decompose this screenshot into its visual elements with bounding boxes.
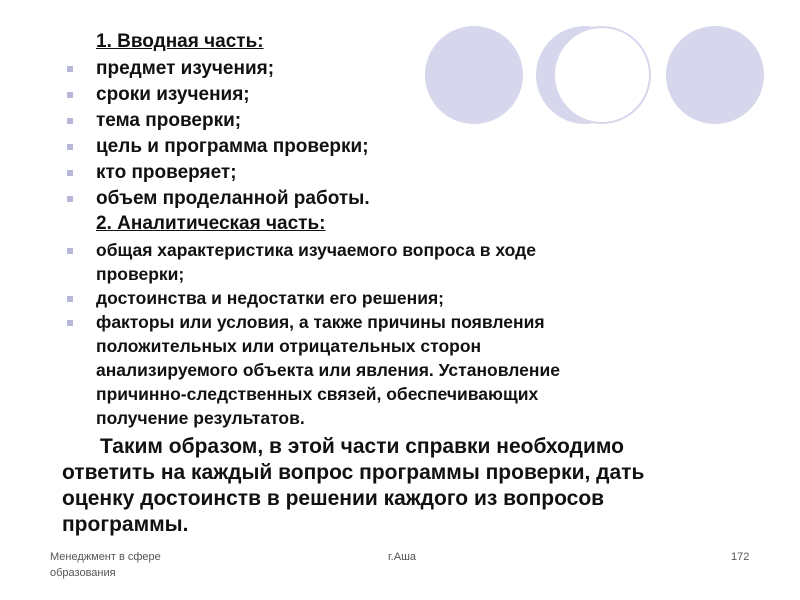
section2-item-line: факторы или условия, а также причины появления — [96, 312, 545, 332]
summary-line: Таким образом, в этой части справки необходимо — [100, 435, 624, 458]
section1-item: объем проделанной работы. — [96, 188, 370, 209]
section2-item — [96, 310, 560, 430]
bullet-icon — [67, 144, 73, 150]
section2-item-line: получение результатов. — [96, 408, 305, 428]
section2-item-line: общая характеристика изучаемого вопроса в ходе — [96, 240, 536, 260]
footer-course-line: Менеджмент в сфере — [50, 551, 161, 563]
section1-item: кто проверяет; — [96, 162, 237, 183]
bullet-icon — [67, 66, 73, 72]
section1-item: сроки изучения; — [96, 84, 250, 105]
section2-item-line: причинно-следственных связей, обеспечивающих — [96, 384, 539, 404]
section2-item-line: положительных или отрицательных сторон — [96, 336, 482, 356]
section1-item: цель и программа проверки; — [96, 136, 369, 157]
section1-item: тема проверки; — [96, 110, 242, 131]
footer-page-number: 172 — [731, 551, 750, 563]
section1-heading: 1. Вводная часть: — [96, 31, 264, 52]
decorative-circle-3 — [553, 26, 651, 124]
decorative-circle-1 — [425, 26, 523, 124]
section2-item — [96, 238, 536, 286]
bullet-icon — [67, 118, 73, 124]
bullet-icon — [67, 92, 73, 98]
section1-item: предмет изучения; — [96, 58, 275, 79]
bullet-icon — [67, 248, 73, 254]
section2-item-line: достоинства и недостатки его решения; — [96, 288, 445, 308]
footer-course-title — [50, 549, 210, 581]
section2-item-line: проверки; — [96, 264, 185, 284]
section2-heading: 2. Аналитическая часть: — [96, 213, 326, 234]
bullet-icon — [67, 320, 73, 326]
summary-line: программы. — [62, 513, 189, 536]
decorative-circle-4 — [666, 26, 764, 124]
bullet-icon — [67, 196, 73, 202]
bullet-icon — [67, 296, 73, 302]
section2-item — [96, 286, 444, 310]
footer-location: г.Аша — [388, 551, 417, 563]
summary-paragraph — [62, 434, 752, 538]
footer-course-line: образования — [50, 567, 116, 579]
summary-line: оценку достоинств в решении каждого из вопросов — [62, 487, 605, 510]
bullet-icon — [67, 170, 73, 176]
section2-item-line: анализируемого объекта или явления. Установление — [96, 360, 560, 380]
summary-line: ответить на каждый вопрос программы проверки, дать — [62, 461, 645, 484]
